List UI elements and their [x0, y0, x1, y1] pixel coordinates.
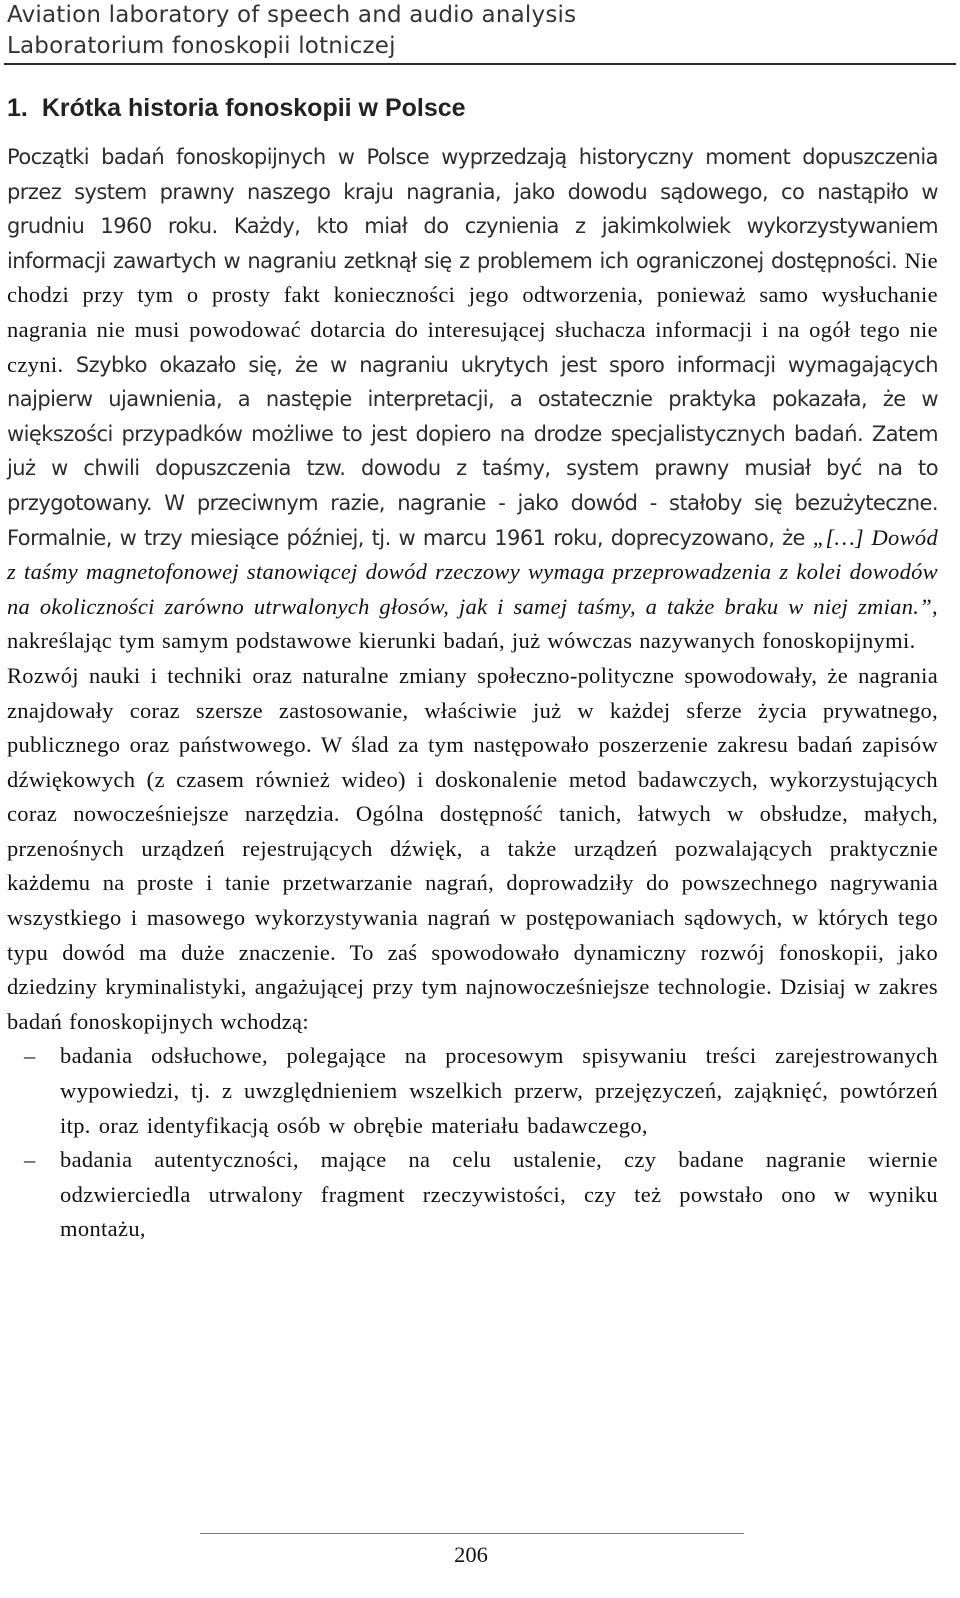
dash-bullet: – [24, 1147, 36, 1173]
paragraph-history-part-b: Nie chodzi przy tym o prosty fakt konieczności jego odtworzenia, ponieważ samo wysłuchanie nagrania nie musi powodować dotarcia do interesującej słuchacza informacji i na ogół tego nie czyni. [7, 247, 938, 377]
legal-quote-close-mark: ” [919, 593, 933, 619]
list-item [7, 1143, 938, 1247]
section-title: Krótka historia fonoskopii w Polsce [41, 94, 466, 122]
running-head-english: Aviation laboratory of speech and audio analysis [7, 2, 577, 28]
list-item-text: badania autentyczności, mające na celu ustalenie, czy badane nagranie wiernie odzwierciedla utrwalony fragment rzeczywistości, czy też powstało ono w wyniku montażu, [60, 1147, 938, 1242]
paragraph-history [7, 140, 938, 659]
footer-divider [200, 1533, 744, 1534]
section-heading [7, 86, 938, 130]
legal-quote-open-mark: „ [812, 524, 826, 550]
section-number: 1. [7, 94, 28, 122]
running-head [7, 0, 953, 62]
list-item [7, 1039, 938, 1143]
dash-bullet: – [24, 1043, 36, 1069]
paragraph-development: Rozwój nauki i techniki oraz naturalne zmiany społeczno-polityczne spowodowały, że nagrania znajdowały coraz szersze zastosowanie, właściwie już w każdej sferze życia prywatnego, publicznego oraz państwowego. W ślad za tym następowało poszerzenie zakresu badań zapisów dźwiękowych (z czasem również wideo) i doskonalenie metod badawczych, wykorzystujących coraz nowocześniejsze narzędzia. Ogólna dostępność tanich, łatwych w obsłudze, małych, przenośnych urządzeń rejestrujących dźwięk, a także urządzeń pozwalających praktycznie każdemu na proste i tanie przetwarzanie nagrań, doprowadziły do powszechnego nagrywania wszystkiego i masowego wykorzystywania nagrań w postępowaniach sądowych, w których tego typu dowód ma duże znaczenie. To zaś spowodowało dynamiczny rozwój fonoskopii, jako dziedziny kryminalistyki, angażującej przy tym najnowocześniejsze technologie. Dzisiaj w zakres badań fonoskopijnych wchodzą: [7, 662, 938, 1034]
legal-quote: […] Dowód z taśmy magnetofonowej stanowiącej dowód rzeczowy wymaga przeprowadzenia z kolei dowodów na okoliczności zarówno utrwalonych głosów, jak i samej taśmy, a także braku w niej zmian. [7, 524, 938, 619]
page-number: 206 [454, 1542, 488, 1567]
running-head-polish: Laboratorium fonoskopii lotniczej [7, 33, 396, 59]
list-item-text: badania odsłuchowe, polegające na procesowym spisywaniu treści zarejestrowanych wypowiedzi, tj. z uwzględnieniem wszelkich przerw, przejęzyczeń, zająknięć, powtórzeń itp. oraz identyfikacją osób w obrębie materiału badawczego, [60, 1043, 938, 1138]
paragraph-history-part-a: Początki badań fonoskopijnych w Polsce wyprzedzają historyczny moment dopuszczenia przez system prawny naszego kraju nagrania, jako dowodu sądowego, co nastąpiło w grudniu 1960 roku. Każdy, kto miał do czynienia z jakimkolwiek wykorzystywaniem informacji zawartych w nagraniu zetknął się z problemem ich ograniczonej dostępności. [7, 145, 938, 273]
research-scope-list [7, 1039, 938, 1247]
paragraph-history-part-c: Szybko okazało się, że w nagraniu ukrytych jest sporo informacji wymagających najpierw ujawnienia, a następie interpretacji, a ostatecznie praktyka pokazała, że w większości przypadków możliwe to jest dopiero na drodze specjalistycznych badań. Zatem już w chwili dopuszczenia tzw. dowodu z taśmy, system prawny musiał być na to przygotowany. W przeciwnym razie, nagranie - jako dowód - stałoby się bezużyteczne. Formalnie, w trzy miesiące później, tj. w marcu 1961 roku, doprecyzowano, że [7, 352, 938, 550]
main-text [7, 86, 938, 1247]
header-divider [4, 63, 956, 65]
paragraph-history-part-d: , nakreślając tym samym podstawowe kierunki badań, już wówczas nazywanych fonoskopijnymi. [7, 593, 938, 654]
